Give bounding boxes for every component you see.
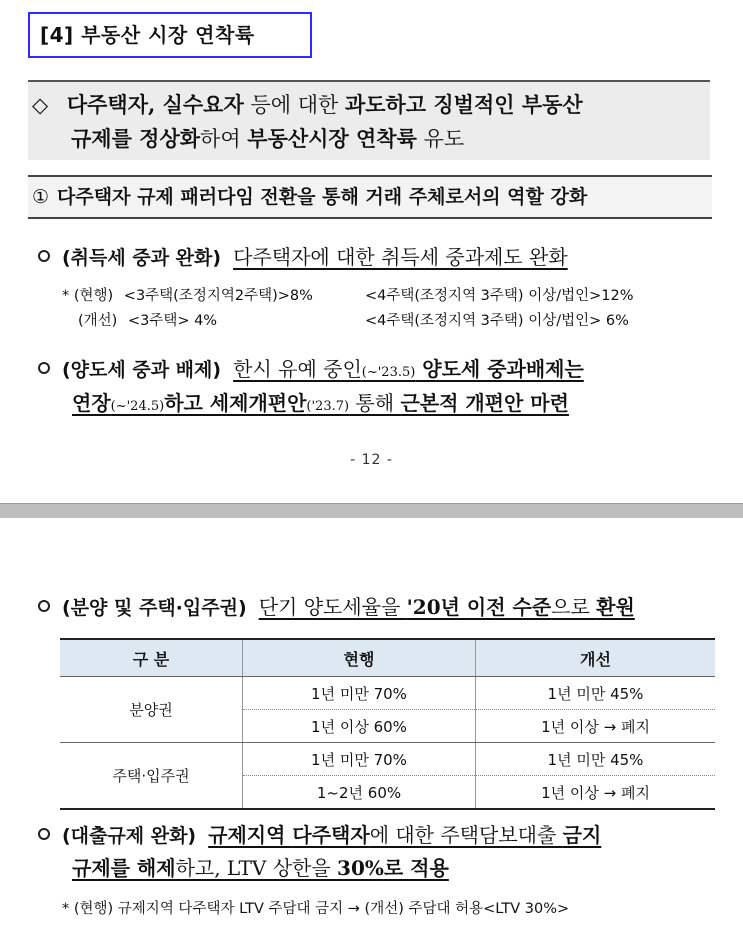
text-span: 규제지역: [208, 823, 293, 847]
bullet-transfer-tax-line-2: [72, 386, 569, 424]
text-span: 으로: [551, 595, 597, 619]
text-span: 환원: [596, 595, 635, 619]
table-cell: 1년 미만 70%: [243, 743, 476, 776]
circle-bullet-icon: [38, 828, 50, 840]
table-cell: 1년 미만 45%: [476, 743, 716, 776]
text-span: 하고 세제개편안: [164, 391, 307, 415]
table-cell: 1년 미만 45%: [476, 677, 716, 710]
summary-span: 규제를 정상화: [71, 126, 201, 151]
note-value: <3주택> 4%: [127, 313, 218, 329]
note-value: <3주택(조정지역2주택)>8%: [123, 288, 313, 304]
text-span: 단기 양도세율을: [258, 595, 407, 619]
bullet-text: [259, 595, 635, 619]
bullet-text: 다주택자에 대한 취득세 중과제도 완화: [233, 245, 568, 269]
bullet-presale-rights: [38, 590, 635, 625]
subsection-heading: [28, 175, 712, 219]
text-span: 30%: [337, 856, 384, 880]
text-span: ('23.7): [306, 399, 350, 414]
note-prefix: * (현행): [62, 288, 114, 304]
note-value: <4주택(조정지역 3주택) 이상/법인>12%: [365, 288, 634, 304]
bullet-label: (양도세 중과 배제): [62, 359, 222, 381]
circle-bullet-icon: [38, 600, 50, 612]
circle-bullet-icon: [38, 362, 50, 374]
summary-span: 유도: [416, 127, 465, 151]
table-cell: 1년 미만 70%: [243, 677, 476, 710]
number-box-icon: ①: [32, 186, 50, 208]
summary-span: 다주택자, 실수요자: [66, 92, 244, 117]
text-span: (~'23.5): [361, 365, 416, 380]
note-improved-acq-b: [365, 310, 629, 332]
diamond-icon: ◇: [32, 93, 49, 117]
bullet-text: [233, 357, 584, 381]
note-value: <4주택(조정지역 3주택) 이상/법인> 6%: [365, 313, 629, 329]
text-span: 로 적용: [383, 856, 449, 880]
note-improved-acq: [78, 310, 217, 332]
table-cell: 1~2년 60%: [243, 776, 476, 810]
row-group-label: 주택·입주권: [60, 743, 243, 810]
summary-line-1-text: [67, 93, 583, 117]
table-header-row: [60, 639, 715, 677]
bullet-acquisition-tax: [38, 240, 568, 275]
bullet-label: (대출규제 완화): [62, 825, 197, 847]
text-span: 에 대한 주택담보대출: [369, 823, 563, 847]
bullet-text: [72, 856, 449, 880]
column-header: 개선: [476, 639, 716, 677]
note-loan: * (현행) 규제지역 다주택자 LTV 주담대 금지 → (개선) 주담대 허용<LTV 30%>: [62, 901, 570, 917]
summary-line-1: [32, 88, 710, 122]
bullet-transfer-tax: [38, 352, 584, 390]
text-span: '20년 이전 수준: [406, 595, 552, 619]
bullet-loan-regulation: [38, 818, 601, 853]
text-span: 연장: [72, 391, 111, 415]
bullet-text: [72, 391, 569, 415]
text-span: 금지: [562, 823, 602, 847]
table-cell: 1년 이상 → 폐지: [476, 776, 716, 810]
bullet-label: (취득세 중과 완화): [62, 247, 222, 269]
summary-span: 하여: [200, 127, 248, 151]
summary-box: [28, 80, 710, 160]
table-cell: 1년 이상 60%: [243, 710, 476, 743]
table-cell: 1년 이상 → 폐지: [476, 710, 716, 743]
text-span: 양도세 중과배제는: [415, 357, 584, 381]
page-number: - 12 -: [350, 452, 393, 468]
note-current-acq: [62, 285, 313, 307]
text-span: 다주택자: [292, 823, 370, 847]
circle-bullet-icon: [38, 250, 50, 262]
summary-span: 등에 대한: [243, 93, 345, 117]
table-row: [60, 743, 715, 776]
summary-line-2: [32, 122, 710, 156]
summary-span: 부동산시장 연착륙: [247, 126, 417, 151]
note-prefix: (개선): [78, 313, 118, 329]
subsection-title: 다주택자 규제 패러다임 전환을 통해 거래 주체로서의 역할 강화: [57, 186, 588, 208]
text-span: 근본적 개편안 마련: [400, 391, 569, 415]
table-row: [60, 677, 715, 710]
text-span: 하고, LTV 상한을: [175, 856, 338, 880]
text-span: 한시 유예 중인: [233, 357, 362, 381]
page-separator: [0, 503, 743, 518]
column-header: 구 분: [60, 639, 243, 677]
section-title: [4] 부동산 시장 연착륙: [40, 23, 255, 47]
bullet-loan-regulation-line-2: [72, 851, 449, 885]
summary-span: 과도하고 징벌적인 부동산: [344, 92, 583, 117]
note-current-acq-b: [365, 285, 633, 307]
transfer-tax-rate-table: [60, 638, 715, 810]
text-span: (~'24.5): [110, 399, 165, 414]
column-header: 현행: [243, 639, 476, 677]
row-group-label: 분양권: [60, 677, 243, 743]
bullet-text: [208, 823, 601, 847]
section-title-box: [28, 12, 312, 58]
text-span: 규제를 해제: [72, 856, 176, 880]
bullet-label: (분양 및 주택·입주권): [62, 597, 247, 619]
document-page-13: [0, 518, 743, 936]
text-span: 통해: [349, 391, 401, 415]
